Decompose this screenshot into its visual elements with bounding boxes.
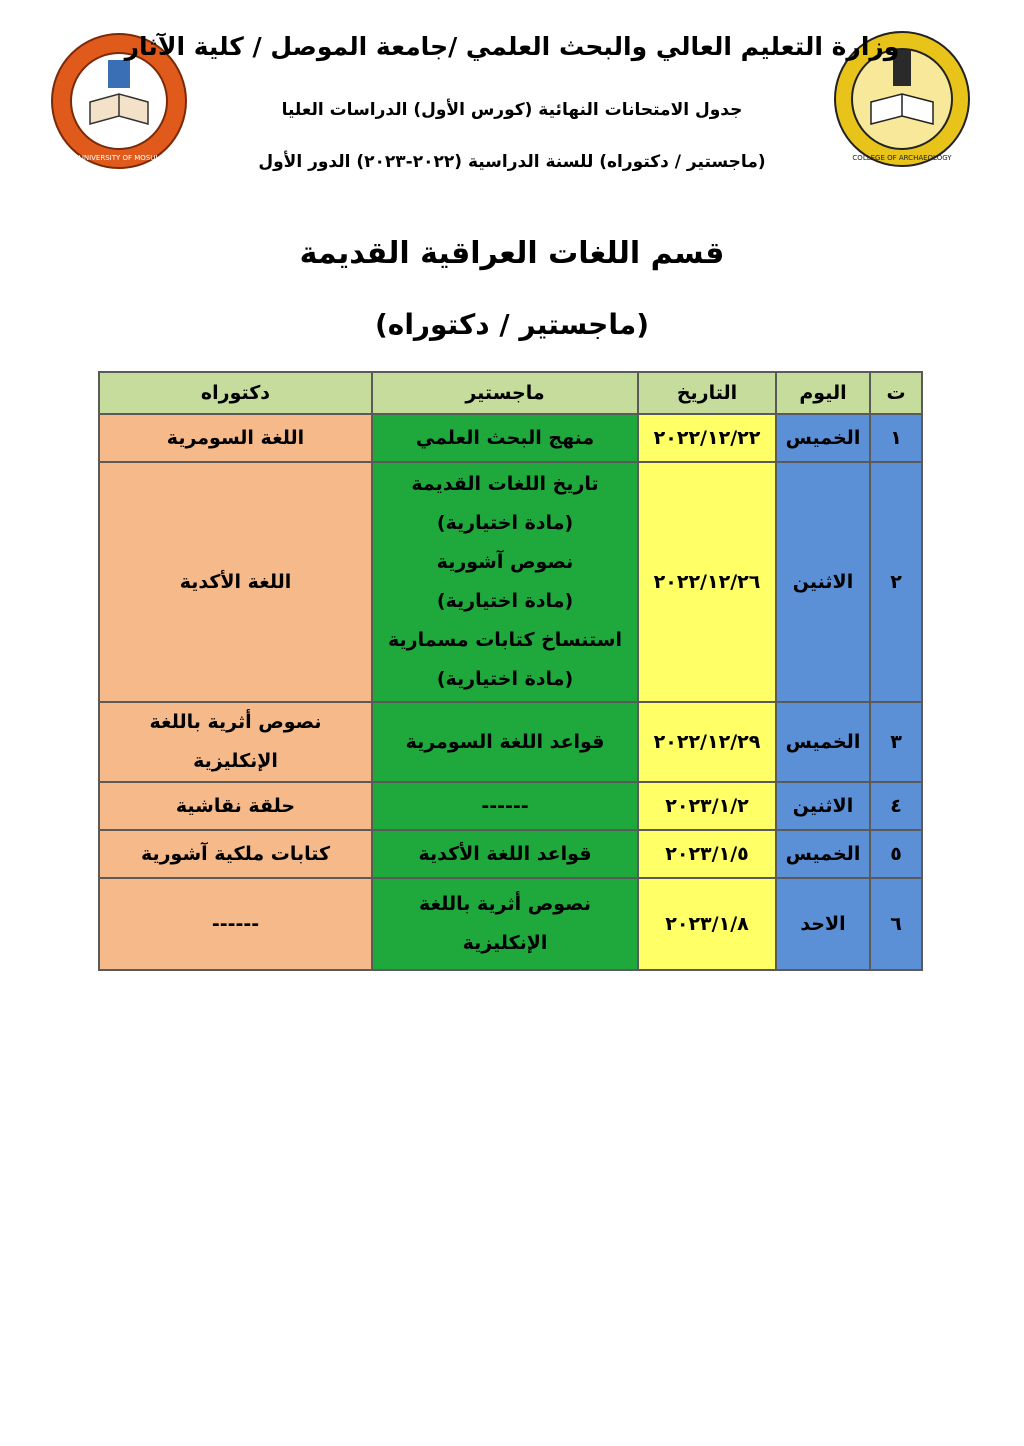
- masters-subject: تاريخ اللغات القديمة: [411, 473, 599, 495]
- phd-subject: اللغة السومرية: [166, 426, 305, 449]
- table-header-row: [99, 372, 922, 414]
- table-row: [99, 878, 922, 970]
- masters-subject: الإنكليزية: [462, 932, 548, 954]
- table-row: [99, 782, 922, 830]
- ministry-line: وزارة التعليم العالي والبحث العلمي /جامعة الموصل / كلية الآثار: [124, 32, 900, 61]
- row-phd: [99, 782, 372, 830]
- table-row: [99, 414, 922, 462]
- masters-note: (مادة اختيارية): [436, 512, 574, 534]
- row-phd: [99, 462, 372, 702]
- svg-text:UNIVERSITY OF MOSUL: UNIVERSITY OF MOSUL: [78, 154, 160, 162]
- row-masters: [372, 462, 638, 702]
- exam-schedule-table: [98, 371, 923, 971]
- table-row: [99, 462, 922, 702]
- row-day: الاثنين: [776, 462, 870, 702]
- row-no: ٥: [870, 830, 922, 878]
- row-date: ٢٠٢٢/١٢/٢٢: [638, 414, 776, 462]
- row-masters: [372, 830, 638, 878]
- row-day: الاحد: [776, 878, 870, 970]
- exam-schedule-line: جدول الامتحانات النهائية (كورس الأول) الدراسات العليا: [281, 100, 743, 120]
- header-no: ت: [870, 372, 922, 414]
- table-row: [99, 702, 922, 782]
- phd-subject: كتابات ملكية آشورية: [140, 842, 331, 865]
- masters-subject: قواعد اللغة الأكدية: [418, 842, 592, 865]
- row-date: ٢٠٢٣/١/٨: [638, 878, 776, 970]
- row-no: ٤: [870, 782, 922, 830]
- svg-text:COLLEGE OF ARCHAEOLOGY: COLLEGE OF ARCHAEOLOGY: [852, 154, 952, 162]
- row-date: ٢٠٢٢/١٢/٢٩: [638, 702, 776, 782]
- header-masters: ماجستير: [372, 372, 638, 414]
- row-no: ١: [870, 414, 922, 462]
- row-phd: [99, 702, 372, 782]
- row-date: ٢٠٢٢/١٢/٢٦: [638, 462, 776, 702]
- masters-subject: نصوص أثرية باللغة: [418, 893, 592, 915]
- row-masters: [372, 782, 638, 830]
- masters-note: (مادة اختيارية): [436, 668, 574, 690]
- row-masters: [372, 414, 638, 462]
- masters-subject: منهج البحث العلمي: [415, 426, 595, 449]
- row-no: ٢: [870, 462, 922, 702]
- row-no: ٦: [870, 878, 922, 970]
- header-day: اليوم: [776, 372, 870, 414]
- row-day: الاثنين: [776, 782, 870, 830]
- table-row: [99, 830, 922, 878]
- row-masters: [372, 878, 638, 970]
- phd-subject: حلقة نقاشية: [175, 794, 296, 817]
- row-date: ٢٠٢٣/١/٥: [638, 830, 776, 878]
- row-day: الخميس: [776, 414, 870, 462]
- row-phd: [99, 414, 372, 462]
- program-subtitle: (ماجستير / دكتوراه): [375, 308, 649, 341]
- row-no: ٣: [870, 702, 922, 782]
- row-phd: [99, 878, 372, 970]
- academic-year-line: (ماجستير / دكتوراه) للسنة الدراسية (٢٠٢٢-٢٠٢٣) الدور الأول: [258, 152, 766, 172]
- masters-subject: استنساخ كتابات مسمارية: [388, 629, 622, 651]
- row-phd: [99, 830, 372, 878]
- masters-subject: نصوص آشورية: [436, 551, 574, 573]
- department-title: قسم اللغات العراقية القديمة: [299, 236, 725, 271]
- row-day: الخميس: [776, 702, 870, 782]
- masters-note: (مادة اختيارية): [436, 590, 574, 612]
- row-masters: [372, 702, 638, 782]
- row-date: ٢٠٢٣/١/٢: [638, 782, 776, 830]
- phd-subject: ------: [211, 912, 260, 935]
- phd-subject: الإنكليزية: [193, 750, 278, 772]
- masters-subject: ------: [481, 794, 529, 817]
- header-phd: دكتوراه: [99, 372, 372, 414]
- header-date: التاريخ: [638, 372, 776, 414]
- row-day: الخميس: [776, 830, 870, 878]
- phd-subject: نصوص أثرية باللغة: [149, 711, 322, 733]
- phd-subject: اللغة الأكدية: [179, 570, 292, 593]
- masters-subject: قواعد اللغة السومرية: [405, 730, 605, 753]
